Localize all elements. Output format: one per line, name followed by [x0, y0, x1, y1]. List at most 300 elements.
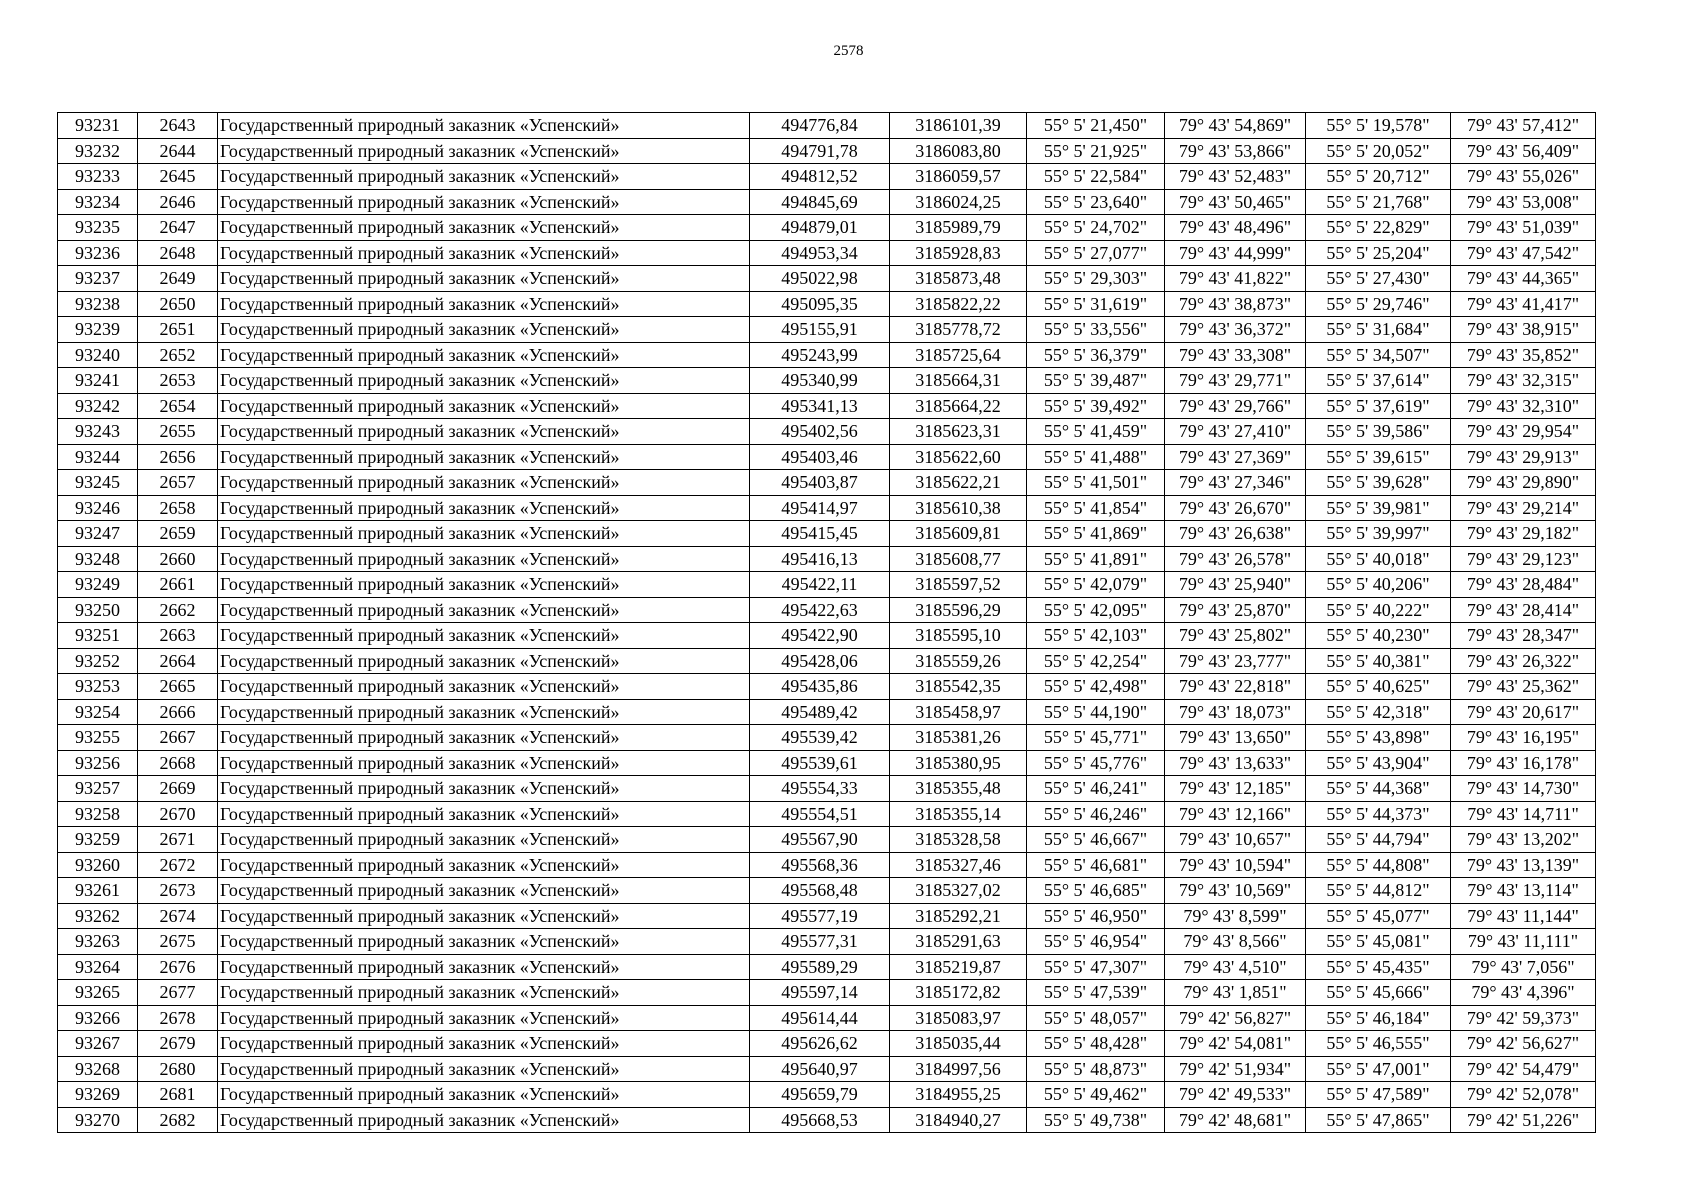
row-index-cell: 93261 [58, 878, 138, 904]
point-number-cell: 2681 [138, 1082, 218, 1108]
table-row [58, 776, 1596, 802]
longitude-cell: 79° 42' 54,081" [1165, 1031, 1306, 1057]
x-coordinate-cell: 495416,13 [750, 546, 890, 572]
latitude-cell: 55° 5' 45,771" [1027, 725, 1165, 751]
longitude-alt-cell: 79° 43' 28,484" [1451, 572, 1596, 598]
point-number-cell: 2649 [138, 266, 218, 292]
y-coordinate-cell: 3184997,56 [890, 1056, 1027, 1082]
y-coordinate-cell: 3185328,58 [890, 827, 1027, 853]
point-number-cell: 2651 [138, 317, 218, 343]
row-index-cell: 93241 [58, 368, 138, 394]
longitude-cell: 79° 43' 26,670" [1165, 495, 1306, 521]
x-coordinate-cell: 495568,36 [750, 852, 890, 878]
y-coordinate-cell: 3184940,27 [890, 1107, 1027, 1133]
table-row [58, 1031, 1596, 1057]
latitude-cell: 55° 5' 33,556" [1027, 317, 1165, 343]
point-number-cell: 2680 [138, 1056, 218, 1082]
longitude-alt-cell: 79° 43' 38,915" [1451, 317, 1596, 343]
table-row [58, 1082, 1596, 1108]
y-coordinate-cell: 3185291,63 [890, 929, 1027, 955]
table-row [58, 597, 1596, 623]
x-coordinate-cell: 495243,99 [750, 342, 890, 368]
latitude-alt-cell: 55° 5' 40,625" [1306, 674, 1451, 700]
longitude-alt-cell: 79° 43' 28,414" [1451, 597, 1596, 623]
latitude-alt-cell: 55° 5' 39,586" [1306, 419, 1451, 445]
latitude-cell: 55° 5' 46,685" [1027, 878, 1165, 904]
longitude-cell: 79° 43' 8,599" [1165, 903, 1306, 929]
longitude-cell: 79° 43' 18,073" [1165, 699, 1306, 725]
latitude-cell: 55° 5' 23,640" [1027, 189, 1165, 215]
point-number-cell: 2682 [138, 1107, 218, 1133]
latitude-alt-cell: 55° 5' 20,712" [1306, 164, 1451, 190]
longitude-cell: 79° 43' 53,866" [1165, 138, 1306, 164]
latitude-cell: 55° 5' 46,246" [1027, 801, 1165, 827]
x-coordinate-cell: 495668,53 [750, 1107, 890, 1133]
latitude-alt-cell: 55° 5' 34,507" [1306, 342, 1451, 368]
row-index-cell: 93237 [58, 266, 138, 292]
territory-name-cell: Государственный природный заказник «Успенский» [218, 444, 750, 470]
longitude-cell: 79° 43' 27,410" [1165, 419, 1306, 445]
longitude-cell: 79° 42' 48,681" [1165, 1107, 1306, 1133]
longitude-cell: 79° 43' 29,766" [1165, 393, 1306, 419]
latitude-cell: 55° 5' 41,854" [1027, 495, 1165, 521]
y-coordinate-cell: 3185664,31 [890, 368, 1027, 394]
row-index-cell: 93244 [58, 444, 138, 470]
coordinates-table [57, 112, 1596, 1133]
territory-name-cell: Государственный природный заказник «Успенский» [218, 393, 750, 419]
latitude-alt-cell: 55° 5' 42,318" [1306, 699, 1451, 725]
point-number-cell: 2645 [138, 164, 218, 190]
longitude-alt-cell: 79° 43' 13,202" [1451, 827, 1596, 853]
row-index-cell: 93264 [58, 954, 138, 980]
latitude-alt-cell: 55° 5' 21,768" [1306, 189, 1451, 215]
longitude-cell: 79° 43' 41,822" [1165, 266, 1306, 292]
territory-name-cell: Государственный природный заказник «Успенский» [218, 215, 750, 241]
table-row [58, 342, 1596, 368]
latitude-cell: 55° 5' 46,950" [1027, 903, 1165, 929]
territory-name-cell: Государственный природный заказник «Успенский» [218, 929, 750, 955]
latitude-alt-cell: 55° 5' 44,794" [1306, 827, 1451, 853]
row-index-cell: 93238 [58, 291, 138, 317]
latitude-cell: 55° 5' 49,462" [1027, 1082, 1165, 1108]
table-row [58, 1005, 1596, 1031]
latitude-alt-cell: 55° 5' 45,666" [1306, 980, 1451, 1006]
latitude-alt-cell: 55° 5' 44,812" [1306, 878, 1451, 904]
territory-name-cell: Государственный природный заказник «Успенский» [218, 342, 750, 368]
longitude-cell: 79° 43' 4,510" [1165, 954, 1306, 980]
territory-name-cell: Государственный природный заказник «Успенский» [218, 623, 750, 649]
table-row [58, 801, 1596, 827]
longitude-cell: 79° 43' 8,566" [1165, 929, 1306, 955]
y-coordinate-cell: 3185822,22 [890, 291, 1027, 317]
latitude-cell: 55° 5' 46,241" [1027, 776, 1165, 802]
longitude-alt-cell: 79° 43' 53,008" [1451, 189, 1596, 215]
row-index-cell: 93245 [58, 470, 138, 496]
point-number-cell: 2650 [138, 291, 218, 317]
table-row [58, 138, 1596, 164]
territory-name-cell: Государственный природный заказник «Успенский» [218, 954, 750, 980]
latitude-alt-cell: 55° 5' 47,589" [1306, 1082, 1451, 1108]
y-coordinate-cell: 3185327,46 [890, 852, 1027, 878]
y-coordinate-cell: 3185664,22 [890, 393, 1027, 419]
territory-name-cell: Государственный природный заказник «Успенский» [218, 164, 750, 190]
point-number-cell: 2659 [138, 521, 218, 547]
y-coordinate-cell: 3185327,02 [890, 878, 1027, 904]
latitude-cell: 55° 5' 22,584" [1027, 164, 1165, 190]
longitude-alt-cell: 79° 43' 55,026" [1451, 164, 1596, 190]
row-index-cell: 93252 [58, 648, 138, 674]
territory-name-cell: Государственный природный заказник «Успенский» [218, 572, 750, 598]
latitude-alt-cell: 55° 5' 20,052" [1306, 138, 1451, 164]
point-number-cell: 2661 [138, 572, 218, 598]
longitude-alt-cell: 79° 43' 20,617" [1451, 699, 1596, 725]
longitude-alt-cell: 79° 43' 32,310" [1451, 393, 1596, 419]
longitude-alt-cell: 79° 43' 16,178" [1451, 750, 1596, 776]
longitude-cell: 79° 43' 10,657" [1165, 827, 1306, 853]
territory-name-cell: Государственный природный заказник «Успенский» [218, 878, 750, 904]
point-number-cell: 2657 [138, 470, 218, 496]
territory-name-cell: Государственный природный заказник «Успенский» [218, 1056, 750, 1082]
longitude-alt-cell: 79° 43' 4,396" [1451, 980, 1596, 1006]
longitude-cell: 79° 43' 50,465" [1165, 189, 1306, 215]
territory-name-cell: Государственный природный заказник «Успенский» [218, 750, 750, 776]
latitude-cell: 55° 5' 42,079" [1027, 572, 1165, 598]
point-number-cell: 2647 [138, 215, 218, 241]
latitude-cell: 55° 5' 24,702" [1027, 215, 1165, 241]
territory-name-cell: Государственный природный заказник «Успенский» [218, 980, 750, 1006]
latitude-alt-cell: 55° 5' 39,981" [1306, 495, 1451, 521]
longitude-alt-cell: 79° 43' 47,542" [1451, 240, 1596, 266]
row-index-cell: 93249 [58, 572, 138, 598]
row-index-cell: 93248 [58, 546, 138, 572]
latitude-cell: 55° 5' 41,501" [1027, 470, 1165, 496]
y-coordinate-cell: 3186024,25 [890, 189, 1027, 215]
longitude-cell: 79° 43' 25,802" [1165, 623, 1306, 649]
y-coordinate-cell: 3185542,35 [890, 674, 1027, 700]
point-number-cell: 2677 [138, 980, 218, 1006]
row-index-cell: 93246 [58, 495, 138, 521]
x-coordinate-cell: 495340,99 [750, 368, 890, 394]
row-index-cell: 93250 [58, 597, 138, 623]
point-number-cell: 2658 [138, 495, 218, 521]
y-coordinate-cell: 3185623,31 [890, 419, 1027, 445]
x-coordinate-cell: 494879,01 [750, 215, 890, 241]
latitude-cell: 55° 5' 42,498" [1027, 674, 1165, 700]
table-row [58, 623, 1596, 649]
x-coordinate-cell: 495539,42 [750, 725, 890, 751]
y-coordinate-cell: 3185355,48 [890, 776, 1027, 802]
longitude-alt-cell: 79° 43' 29,954" [1451, 419, 1596, 445]
y-coordinate-cell: 3185172,82 [890, 980, 1027, 1006]
territory-name-cell: Государственный природный заказник «Успенский» [218, 546, 750, 572]
latitude-cell: 55° 5' 36,379" [1027, 342, 1165, 368]
table-row [58, 291, 1596, 317]
table-row [58, 444, 1596, 470]
latitude-cell: 55° 5' 31,619" [1027, 291, 1165, 317]
territory-name-cell: Государственный природный заказник «Успенский» [218, 521, 750, 547]
latitude-alt-cell: 55° 5' 40,230" [1306, 623, 1451, 649]
point-number-cell: 2662 [138, 597, 218, 623]
longitude-cell: 79° 43' 26,638" [1165, 521, 1306, 547]
table-row [58, 1056, 1596, 1082]
y-coordinate-cell: 3185380,95 [890, 750, 1027, 776]
longitude-cell: 79° 43' 13,650" [1165, 725, 1306, 751]
table-row [58, 368, 1596, 394]
longitude-cell: 79° 42' 56,827" [1165, 1005, 1306, 1031]
table-row [58, 929, 1596, 955]
row-index-cell: 93235 [58, 215, 138, 241]
table-row [58, 215, 1596, 241]
row-index-cell: 93231 [58, 113, 138, 139]
latitude-alt-cell: 55° 5' 44,808" [1306, 852, 1451, 878]
row-index-cell: 93236 [58, 240, 138, 266]
y-coordinate-cell: 3185595,10 [890, 623, 1027, 649]
latitude-cell: 55° 5' 41,869" [1027, 521, 1165, 547]
latitude-cell: 55° 5' 41,488" [1027, 444, 1165, 470]
table-row [58, 164, 1596, 190]
x-coordinate-cell: 495626,62 [750, 1031, 890, 1057]
latitude-alt-cell: 55° 5' 40,206" [1306, 572, 1451, 598]
latitude-alt-cell: 55° 5' 45,435" [1306, 954, 1451, 980]
longitude-cell: 79° 43' 10,594" [1165, 852, 1306, 878]
point-number-cell: 2678 [138, 1005, 218, 1031]
latitude-alt-cell: 55° 5' 37,614" [1306, 368, 1451, 394]
y-coordinate-cell: 3185292,21 [890, 903, 1027, 929]
table-row [58, 980, 1596, 1006]
latitude-alt-cell: 55° 5' 46,555" [1306, 1031, 1451, 1057]
longitude-alt-cell: 79° 43' 11,111" [1451, 929, 1596, 955]
point-number-cell: 2675 [138, 929, 218, 955]
latitude-cell: 55° 5' 46,954" [1027, 929, 1165, 955]
territory-name-cell: Государственный природный заказник «Успенский» [218, 266, 750, 292]
row-index-cell: 93258 [58, 801, 138, 827]
row-index-cell: 93268 [58, 1056, 138, 1082]
table-row [58, 648, 1596, 674]
table-row [58, 572, 1596, 598]
latitude-alt-cell: 55° 5' 44,373" [1306, 801, 1451, 827]
table-row [58, 393, 1596, 419]
y-coordinate-cell: 3185458,97 [890, 699, 1027, 725]
x-coordinate-cell: 495155,91 [750, 317, 890, 343]
point-number-cell: 2663 [138, 623, 218, 649]
territory-name-cell: Государственный природный заказник «Успенский» [218, 597, 750, 623]
x-coordinate-cell: 495428,06 [750, 648, 890, 674]
territory-name-cell: Государственный природный заказник «Успенский» [218, 189, 750, 215]
row-index-cell: 93247 [58, 521, 138, 547]
longitude-alt-cell: 79° 43' 28,347" [1451, 623, 1596, 649]
longitude-alt-cell: 79° 43' 25,362" [1451, 674, 1596, 700]
y-coordinate-cell: 3185873,48 [890, 266, 1027, 292]
row-index-cell: 93256 [58, 750, 138, 776]
row-index-cell: 93266 [58, 1005, 138, 1031]
longitude-alt-cell: 79° 42' 54,479" [1451, 1056, 1596, 1082]
row-index-cell: 93260 [58, 852, 138, 878]
row-index-cell: 93242 [58, 393, 138, 419]
table-row [58, 827, 1596, 853]
row-index-cell: 93253 [58, 674, 138, 700]
latitude-alt-cell: 55° 5' 25,204" [1306, 240, 1451, 266]
longitude-cell: 79° 43' 52,483" [1165, 164, 1306, 190]
page-number: 2578 [833, 43, 864, 59]
longitude-alt-cell: 79° 43' 35,852" [1451, 342, 1596, 368]
latitude-alt-cell: 55° 5' 29,746" [1306, 291, 1451, 317]
table-row [58, 189, 1596, 215]
row-index-cell: 93232 [58, 138, 138, 164]
point-number-cell: 2648 [138, 240, 218, 266]
point-number-cell: 2669 [138, 776, 218, 802]
longitude-cell: 79° 43' 54,869" [1165, 113, 1306, 139]
latitude-cell: 55° 5' 45,776" [1027, 750, 1165, 776]
latitude-alt-cell: 55° 5' 40,381" [1306, 648, 1451, 674]
territory-name-cell: Государственный природный заказник «Успенский» [218, 240, 750, 266]
territory-name-cell: Государственный природный заказник «Успенский» [218, 725, 750, 751]
point-number-cell: 2668 [138, 750, 218, 776]
row-index-cell: 93251 [58, 623, 138, 649]
row-index-cell: 93265 [58, 980, 138, 1006]
territory-name-cell: Государственный природный заказник «Успенский» [218, 419, 750, 445]
latitude-cell: 55° 5' 48,873" [1027, 1056, 1165, 1082]
latitude-alt-cell: 55° 5' 44,368" [1306, 776, 1451, 802]
table-row [58, 470, 1596, 496]
territory-name-cell: Государственный природный заказник «Успенский» [218, 138, 750, 164]
territory-name-cell: Государственный природный заказник «Успенский» [218, 495, 750, 521]
y-coordinate-cell: 3186101,39 [890, 113, 1027, 139]
row-index-cell: 93243 [58, 419, 138, 445]
x-coordinate-cell: 494776,84 [750, 113, 890, 139]
y-coordinate-cell: 3185928,83 [890, 240, 1027, 266]
row-index-cell: 93255 [58, 725, 138, 751]
x-coordinate-cell: 495435,86 [750, 674, 890, 700]
row-index-cell: 93233 [58, 164, 138, 190]
table-row [58, 521, 1596, 547]
x-coordinate-cell: 495402,56 [750, 419, 890, 445]
territory-name-cell: Государственный природный заказник «Успенский» [218, 827, 750, 853]
row-index-cell: 93254 [58, 699, 138, 725]
y-coordinate-cell: 3186083,80 [890, 138, 1027, 164]
latitude-cell: 55° 5' 39,487" [1027, 368, 1165, 394]
longitude-alt-cell: 79° 43' 11,144" [1451, 903, 1596, 929]
x-coordinate-cell: 495589,29 [750, 954, 890, 980]
table-row [58, 903, 1596, 929]
x-coordinate-cell: 494791,78 [750, 138, 890, 164]
territory-name-cell: Государственный природный заказник «Успенский» [218, 1031, 750, 1057]
x-coordinate-cell: 495577,19 [750, 903, 890, 929]
y-coordinate-cell: 3185725,64 [890, 342, 1027, 368]
row-index-cell: 93262 [58, 903, 138, 929]
row-index-cell: 93259 [58, 827, 138, 853]
y-coordinate-cell: 3185608,77 [890, 546, 1027, 572]
y-coordinate-cell: 3185381,26 [890, 725, 1027, 751]
x-coordinate-cell: 495614,44 [750, 1005, 890, 1031]
longitude-alt-cell: 79° 43' 14,730" [1451, 776, 1596, 802]
point-number-cell: 2660 [138, 546, 218, 572]
table-row [58, 240, 1596, 266]
longitude-cell: 79° 42' 51,934" [1165, 1056, 1306, 1082]
latitude-alt-cell: 55° 5' 39,997" [1306, 521, 1451, 547]
longitude-cell: 79° 43' 29,771" [1165, 368, 1306, 394]
point-number-cell: 2679 [138, 1031, 218, 1057]
longitude-alt-cell: 79° 43' 29,913" [1451, 444, 1596, 470]
longitude-cell: 79° 43' 38,873" [1165, 291, 1306, 317]
latitude-alt-cell: 55° 5' 47,001" [1306, 1056, 1451, 1082]
longitude-cell: 79° 43' 12,185" [1165, 776, 1306, 802]
longitude-cell: 79° 43' 10,569" [1165, 878, 1306, 904]
y-coordinate-cell: 3185609,81 [890, 521, 1027, 547]
latitude-cell: 55° 5' 39,492" [1027, 393, 1165, 419]
x-coordinate-cell: 495422,90 [750, 623, 890, 649]
latitude-alt-cell: 55° 5' 45,081" [1306, 929, 1451, 955]
longitude-alt-cell: 79° 43' 14,711" [1451, 801, 1596, 827]
territory-name-cell: Государственный природный заказник «Успенский» [218, 648, 750, 674]
longitude-alt-cell: 79° 43' 32,315" [1451, 368, 1596, 394]
table-row [58, 674, 1596, 700]
table-row [58, 1107, 1596, 1133]
latitude-cell: 55° 5' 27,077" [1027, 240, 1165, 266]
x-coordinate-cell: 495095,35 [750, 291, 890, 317]
y-coordinate-cell: 3185355,14 [890, 801, 1027, 827]
longitude-cell: 79° 43' 25,940" [1165, 572, 1306, 598]
point-number-cell: 2654 [138, 393, 218, 419]
table-row [58, 419, 1596, 445]
latitude-cell: 55° 5' 41,459" [1027, 419, 1165, 445]
latitude-cell: 55° 5' 48,428" [1027, 1031, 1165, 1057]
row-index-cell: 93270 [58, 1107, 138, 1133]
longitude-alt-cell: 79° 43' 29,890" [1451, 470, 1596, 496]
latitude-cell: 55° 5' 49,738" [1027, 1107, 1165, 1133]
longitude-alt-cell: 79° 42' 51,226" [1451, 1107, 1596, 1133]
latitude-cell: 55° 5' 42,095" [1027, 597, 1165, 623]
point-number-cell: 2655 [138, 419, 218, 445]
longitude-cell: 79° 43' 48,496" [1165, 215, 1306, 241]
table-row [58, 725, 1596, 751]
longitude-alt-cell: 79° 42' 56,627" [1451, 1031, 1596, 1057]
x-coordinate-cell: 495489,42 [750, 699, 890, 725]
x-coordinate-cell: 495422,63 [750, 597, 890, 623]
longitude-alt-cell: 79° 43' 56,409" [1451, 138, 1596, 164]
x-coordinate-cell: 495422,11 [750, 572, 890, 598]
longitude-alt-cell: 79° 43' 41,417" [1451, 291, 1596, 317]
latitude-cell: 55° 5' 21,925" [1027, 138, 1165, 164]
longitude-cell: 79° 43' 27,369" [1165, 444, 1306, 470]
y-coordinate-cell: 3186059,57 [890, 164, 1027, 190]
latitude-cell: 55° 5' 47,307" [1027, 954, 1165, 980]
latitude-cell: 55° 5' 48,057" [1027, 1005, 1165, 1031]
y-coordinate-cell: 3184955,25 [890, 1082, 1027, 1108]
x-coordinate-cell: 495414,97 [750, 495, 890, 521]
latitude-cell: 55° 5' 42,103" [1027, 623, 1165, 649]
longitude-alt-cell: 79° 43' 16,195" [1451, 725, 1596, 751]
longitude-alt-cell: 79° 42' 59,373" [1451, 1005, 1596, 1031]
x-coordinate-cell: 494812,52 [750, 164, 890, 190]
y-coordinate-cell: 3185622,21 [890, 470, 1027, 496]
latitude-alt-cell: 55° 5' 27,430" [1306, 266, 1451, 292]
point-number-cell: 2672 [138, 852, 218, 878]
point-number-cell: 2653 [138, 368, 218, 394]
latitude-alt-cell: 55° 5' 39,615" [1306, 444, 1451, 470]
table-row [58, 113, 1596, 139]
territory-name-cell: Государственный природный заказник «Успенский» [218, 1005, 750, 1031]
latitude-alt-cell: 55° 5' 43,904" [1306, 750, 1451, 776]
latitude-alt-cell: 55° 5' 40,222" [1306, 597, 1451, 623]
longitude-alt-cell: 79° 43' 29,123" [1451, 546, 1596, 572]
point-number-cell: 2652 [138, 342, 218, 368]
longitude-cell: 79° 43' 12,166" [1165, 801, 1306, 827]
territory-name-cell: Государственный природный заказник «Успенский» [218, 470, 750, 496]
point-number-cell: 2674 [138, 903, 218, 929]
point-number-cell: 2656 [138, 444, 218, 470]
y-coordinate-cell: 3185035,44 [890, 1031, 1027, 1057]
longitude-cell: 79° 43' 33,308" [1165, 342, 1306, 368]
